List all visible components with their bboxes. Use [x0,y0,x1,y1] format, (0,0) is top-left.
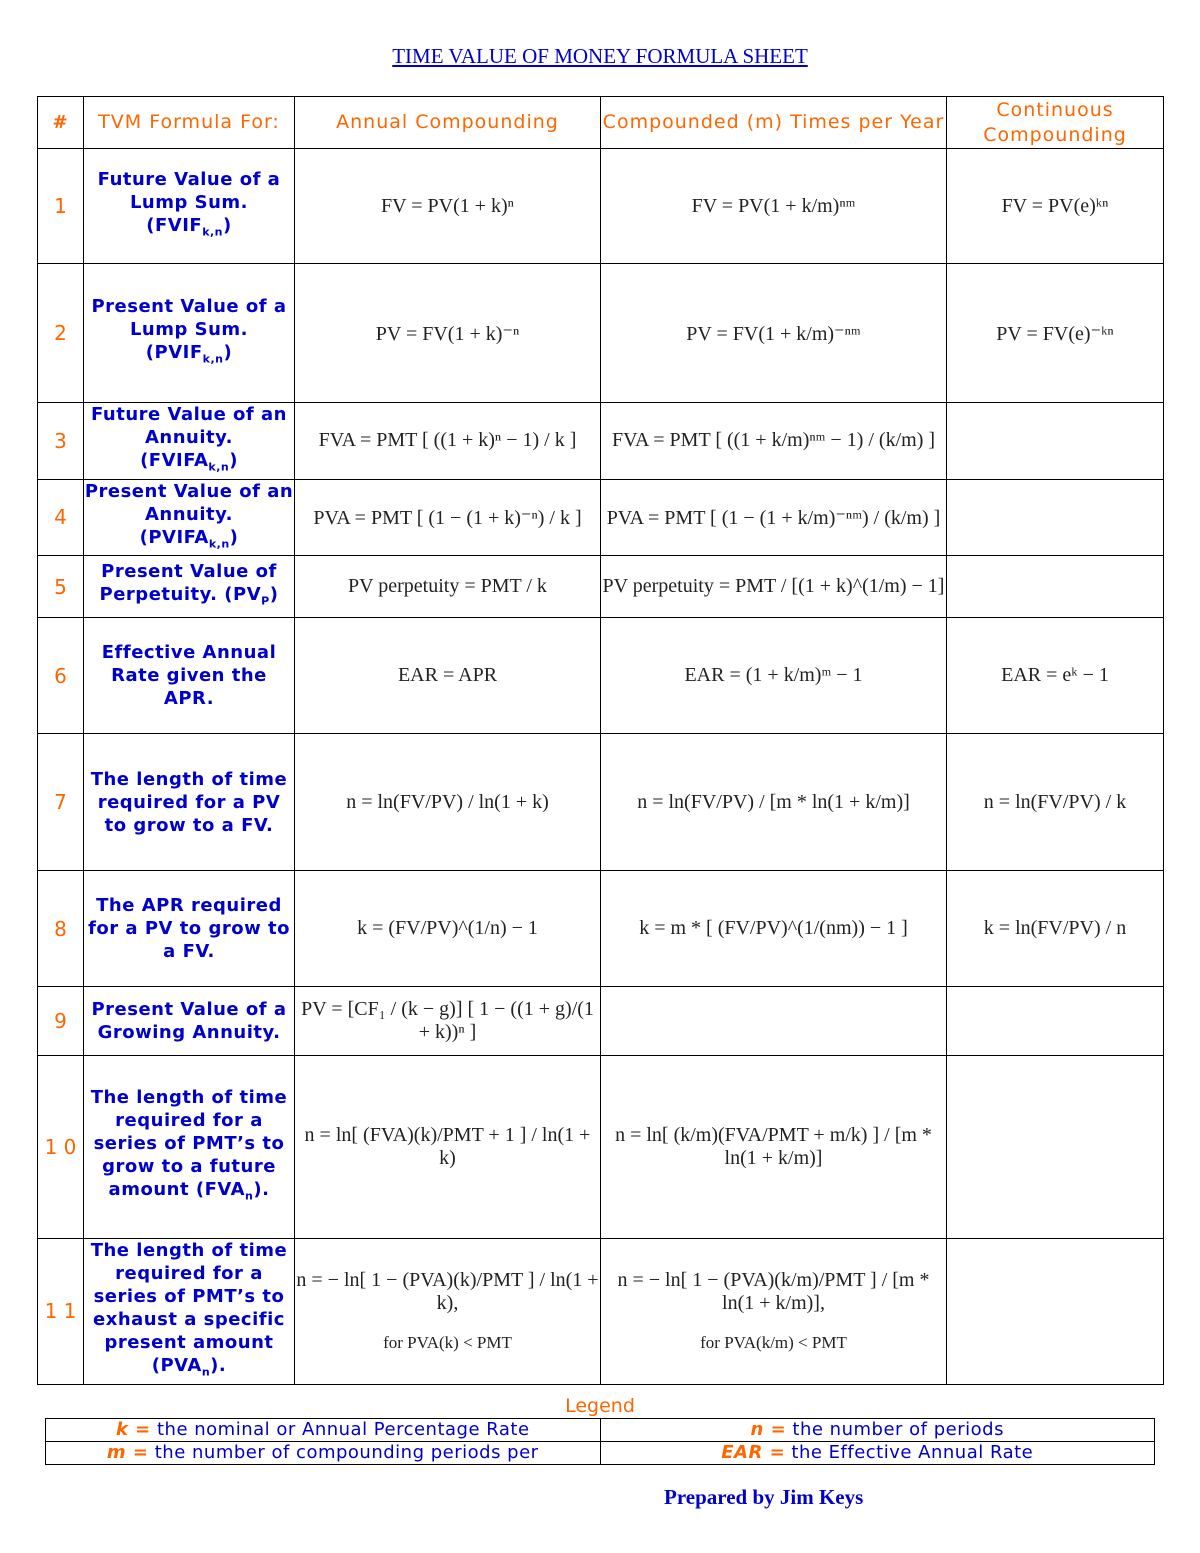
m-times-formula: EAR = (1 + k/m)ᵐ − 1 [601,618,947,734]
table-row [38,1239,1164,1385]
continuous-formula [947,1056,1164,1239]
row-number: 2 [38,264,84,403]
row-number: 1 1 [38,1239,84,1385]
header-m-times: Compounded (m) Times per Year [601,97,947,149]
legend-k: k = the nominal or Annual Percentage Rate [46,1419,601,1442]
row-description: The APR required for a PV to grow to a FV. [84,871,295,987]
continuous-formula [947,1239,1164,1385]
m-times-formula: n = ln[ (k/m)(FVA/PMT + m/k) ] / [m * ln(1 + k/m)] [601,1056,947,1239]
header-continuous: Continuous Compounding [947,97,1164,149]
row-number: 1 0 [38,1056,84,1239]
row-number: 5 [38,556,84,618]
table-row [38,556,1164,618]
table-row [38,618,1164,734]
annual-formula: EAR = APR [295,618,601,734]
table-row [38,987,1164,1056]
table-row [38,264,1164,403]
annual-formula: PVA = PMT [ (1 − (1 + k)⁻ⁿ) / k ] [295,479,601,556]
legend-table [45,1418,1155,1465]
row-description: Effective Annual Rate given the APR. [84,618,295,734]
table-row [38,1056,1164,1239]
row-description: Present Value of a Lump Sum. $(PVIF_{k,n})$ [84,264,295,403]
table-row [38,149,1164,264]
legend-ear: EAR = the Effective Annual Rate [600,1442,1155,1465]
page-title: TIME VALUE OF MONEY FORMULA SHEET [392,44,808,68]
row-description: Present Value of a Growing Annuity. [84,987,295,1056]
header-annual: Annual Compounding [295,97,601,149]
table-row [38,734,1164,871]
annual-formula: n = ln(FV/PV) / ln(1 + k) [295,734,601,871]
annual-formula: n = − ln[ 1 − (PVA)(k)/PMT ] / ln(1 + k), for PVA(k) < PMT [295,1239,601,1385]
prepared-by: Prepared by Jim Keys [664,1485,864,1509]
continuous-formula: EAR = eᵏ − 1 [947,618,1164,734]
row-number: 6 [38,618,84,734]
formula-table [37,96,1164,1385]
row-number: 4 [38,479,84,556]
row-number: 9 [38,987,84,1056]
m-times-formula: PVA = PMT [ (1 − (1 + k/m)⁻ⁿᵐ) / (k/m) ] [601,479,947,556]
row-number: 3 [38,403,84,480]
continuous-formula: k = ln(FV/PV) / n [947,871,1164,987]
row-description: Future Value of an Annuity. $(FVIFA_{k,n})$ [84,403,295,480]
m-times-formula: FVA = PMT [ ((1 + k/m)ⁿᵐ − 1) / (k/m) ] [601,403,947,480]
legend-m: m = the number of compounding periods per [46,1442,601,1465]
row-description: Future Value of a Lump Sum. $(FVIF_{k,n})$ [84,149,295,264]
table-row [38,403,1164,480]
table-row [38,479,1164,556]
row-description: Present Value of Perpetuity. $(PV_P)$ [84,556,295,618]
legend-n: n = the number of periods [600,1419,1155,1442]
m-times-formula: PV = FV(1 + k/m)⁻ⁿᵐ [601,264,947,403]
m-times-formula: n = ln(FV/PV) / [m * ln(1 + k/m)] [601,734,947,871]
row-description: The length of time required for a series of PMT’s to exhaust a specific present amount $(PVA_n)$. [84,1239,295,1385]
continuous-formula: PV = FV(e)⁻ᵏⁿ [947,264,1164,403]
annual-formula: PV perpetuity = PMT / k [295,556,601,618]
row-number: 7 [38,734,84,871]
header-num: # [38,97,84,149]
row-description: The length of time required for a PV to grow to a FV. [84,734,295,871]
continuous-formula: n = ln(FV/PV) / k [947,734,1164,871]
m-times-formula: k = m * [ (FV/PV)^(1/(nm)) − 1 ] [601,871,947,987]
table-row [38,871,1164,987]
annual-formula: PV = [CF₁ / (k − g)] [ 1 − ((1 + g)/(1 + k))ⁿ ] [295,987,601,1056]
annual-formula: k = (FV/PV)^(1/n) − 1 [295,871,601,987]
header-formula-for: TVM Formula For: [84,97,295,149]
m-times-formula: FV = PV(1 + k/m)ⁿᵐ [601,149,947,264]
row-description: Present Value of an Annuity. $(PVIFA_{k,n})$ [84,479,295,556]
m-times-condition-note: for PVA(k/m) < PMT [700,1333,847,1353]
continuous-formula [947,479,1164,556]
annual-formula: FV = PV(1 + k)ⁿ [295,149,601,264]
continuous-formula [947,403,1164,480]
annual-formula: FVA = PMT [ ((1 + k)ⁿ − 1) / k ] [295,403,601,480]
row-description: The length of time required for a series of PMT’s to grow to a future amount $(FVA_n)$. [84,1056,295,1239]
annual-condition-note: for PVA(k) < PMT [383,1333,512,1353]
m-times-formula: PV perpetuity = PMT / [(1 + k)^(1/m) − 1] [601,556,947,618]
annual-formula: n = ln[ (FVA)(k)/PMT + 1 ] / ln(1 + k) [295,1056,601,1239]
row-number: 8 [38,871,84,987]
header-row [38,97,1164,149]
continuous-formula: FV = PV(e)ᵏⁿ [947,149,1164,264]
row-number: 1 [38,149,84,264]
annual-formula: PV = FV(1 + k)⁻ⁿ [295,264,601,403]
continuous-formula [947,556,1164,618]
m-times-formula [601,987,947,1056]
m-times-formula: n = − ln[ 1 − (PVA)(k/m)/PMT ] / [m * ln(1 + k/m)], for PVA(k/m) < PMT [601,1239,947,1385]
continuous-formula [947,987,1164,1056]
legend-title: Legend [565,1395,635,1417]
